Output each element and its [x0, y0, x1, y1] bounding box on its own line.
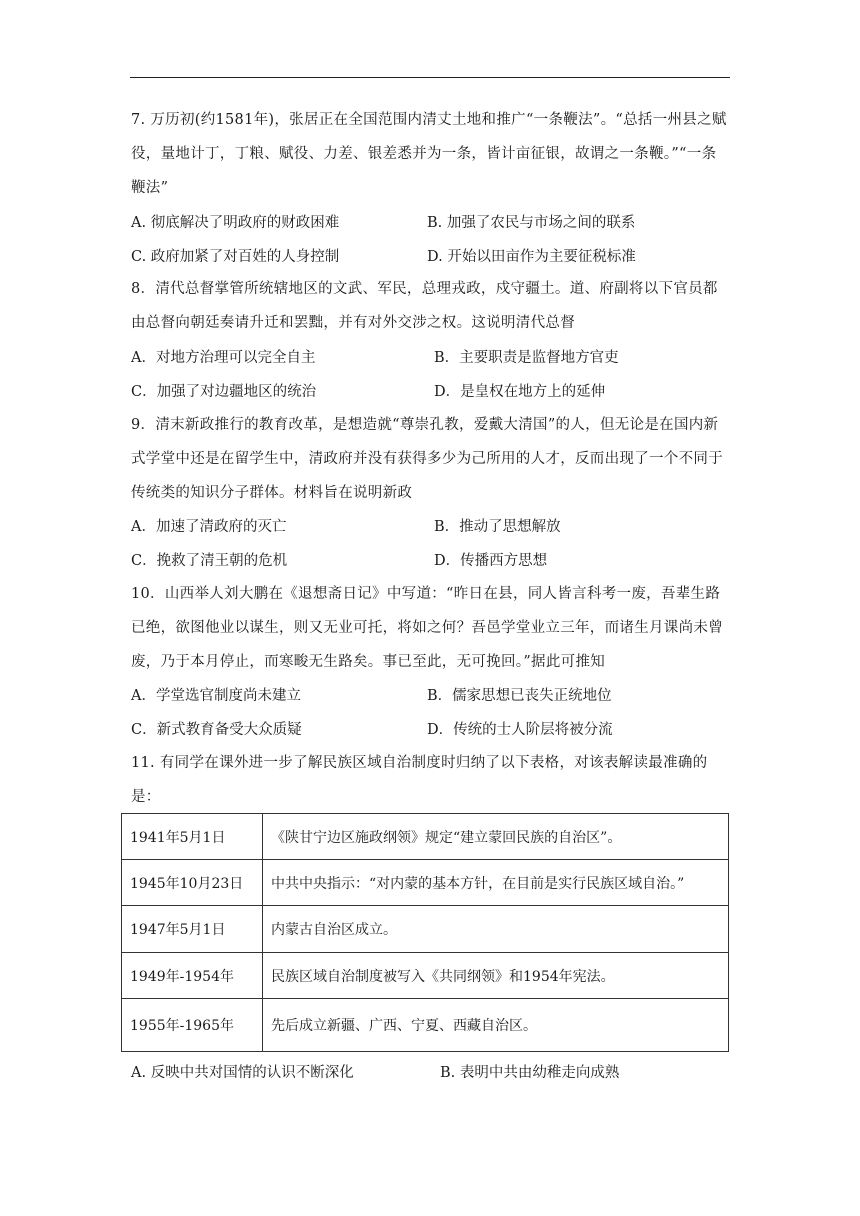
question-7-options-row-2	[131, 240, 731, 274]
question-7-option-a[interactable]: A. 彻底解决了明政府的财政困难	[131, 215, 340, 231]
question-11-option-a[interactable]: A. 反映中共对国情的认识不断深化	[131, 1065, 354, 1081]
question-9-stem: 9．清末新政推行的教育改革，是想造就“尊崇孔教，爱戴大清国”的人，但无论是在国内新式学堂中还是在留学生中，清政府并没有获得多少为己所用的人才，反而出现了一个不同于传统类的知识分子群体。材料旨在说明新政	[131, 417, 723, 501]
question-8-option-d[interactable]: D．是皇权在地方上的延伸	[434, 384, 606, 400]
table-date-cell: 1945年10月23日	[122, 860, 263, 906]
table-row	[122, 906, 729, 953]
question-10-options-row-2	[131, 713, 731, 747]
question-10-options-row-1	[131, 679, 731, 713]
question-11-option-b[interactable]: B. 表明中共由幼稚走向成熟	[440, 1065, 620, 1081]
table-event-cell: 中共中央指示：“对内蒙的基本方针，在目前是实行民族区域自治。”	[263, 860, 729, 906]
question-10-stem: 10．山西举人刘大鹏在《退想斋日记》中写道：“昨日在县，同人皆言科考一废，吾辈生路已绝，欲图他业以谋生，则又无业可托，将如之何？吾邑学堂业立三年，而诸生月课尚未曾废，乃于本月停止，而寒畯无生路矣。事已至此，无可挽回。”据此可推知	[131, 586, 723, 670]
question-7-stem: 7. 万历初(约1581年)，张居正在全国范围内清丈土地和推广“一条鞭法”。“总括一州县之赋役，量地计丁，丁粮、赋役、力差、银差悉并为一条，皆计亩征银，故谓之一条鞭。”“一条鞭法”	[131, 112, 727, 196]
table-row	[122, 860, 729, 906]
question-7-option-c[interactable]: C. 政府加紧了对百姓的人身控制	[131, 249, 340, 265]
question-11-options-row-1	[131, 1056, 731, 1090]
question-8-option-c[interactable]: C．加强了对边疆地区的统治	[131, 384, 317, 400]
question-10-option-a[interactable]: A．学堂选官制度尚未建立	[131, 688, 301, 704]
question-10-option-b[interactable]: B．儒家思想已丧失正统地位	[427, 688, 612, 704]
table-event-cell: 先后成立新疆、广西、宁夏、西藏自治区。	[263, 999, 729, 1052]
table-event-cell: 民族区域自治制度被写入《共同纲领》和1954年宪法。	[263, 953, 729, 999]
table-event-cell: 《陕甘宁边区施政纲领》规定“建立蒙回民族的自治区”。	[263, 814, 729, 860]
table-row	[122, 953, 729, 999]
table-event-cell: 内蒙古自治区成立。	[263, 906, 729, 953]
header-rule	[130, 77, 730, 78]
table-date-cell: 1947年5月1日	[122, 906, 263, 953]
question-7-option-d[interactable]: D. 开始以田亩作为主要征税标准	[427, 249, 636, 265]
question-8-stem: 8．清代总督掌管所统辖地区的文武、军民，总理戎政，戍守疆土。道、府副将以下官员都由总督向朝廷奏请升迁和罢黜，并有对外交涉之权。这说明清代总督	[131, 281, 718, 331]
table-date-cell: 1949年-1954年	[122, 953, 263, 999]
question-8-options-row-1	[131, 341, 731, 375]
question-10-option-c[interactable]: C．新式教育备受大众质疑	[131, 722, 302, 738]
question-9-options-row-2	[131, 544, 731, 578]
question-9-option-b[interactable]: B．推动了思想解放	[434, 519, 561, 535]
question-9-option-c[interactable]: C．挽救了清王朝的危机	[131, 553, 288, 569]
question-9-option-d[interactable]: D．传播西方思想	[434, 553, 548, 569]
table-date-cell: 1955年-1965年	[122, 999, 263, 1052]
table-row	[122, 814, 729, 860]
question-11-table	[121, 813, 729, 1052]
question-9-option-a[interactable]: A．加速了清政府的灭亡	[131, 519, 287, 535]
table-row	[122, 999, 729, 1052]
question-7-option-b[interactable]: B. 加强了农民与市场之间的联系	[427, 215, 636, 231]
question-11-stem: 11. 有同学在课外进一步了解民族区域自治制度时归纳了以下表格，对该表解读最准确的是：	[131, 755, 708, 805]
question-7-options-row-1	[131, 206, 731, 240]
question-9-options-row-1	[131, 510, 731, 544]
question-8-option-b[interactable]: B．主要职责是监督地方官吏	[434, 350, 619, 366]
question-8-option-a[interactable]: A．对地方治理可以完全自主	[131, 350, 316, 366]
question-8-options-row-2	[131, 375, 731, 409]
question-10-option-d[interactable]: D．传统的士人阶层将被分流	[427, 722, 613, 738]
table-date-cell: 1941年5月1日	[122, 814, 263, 860]
